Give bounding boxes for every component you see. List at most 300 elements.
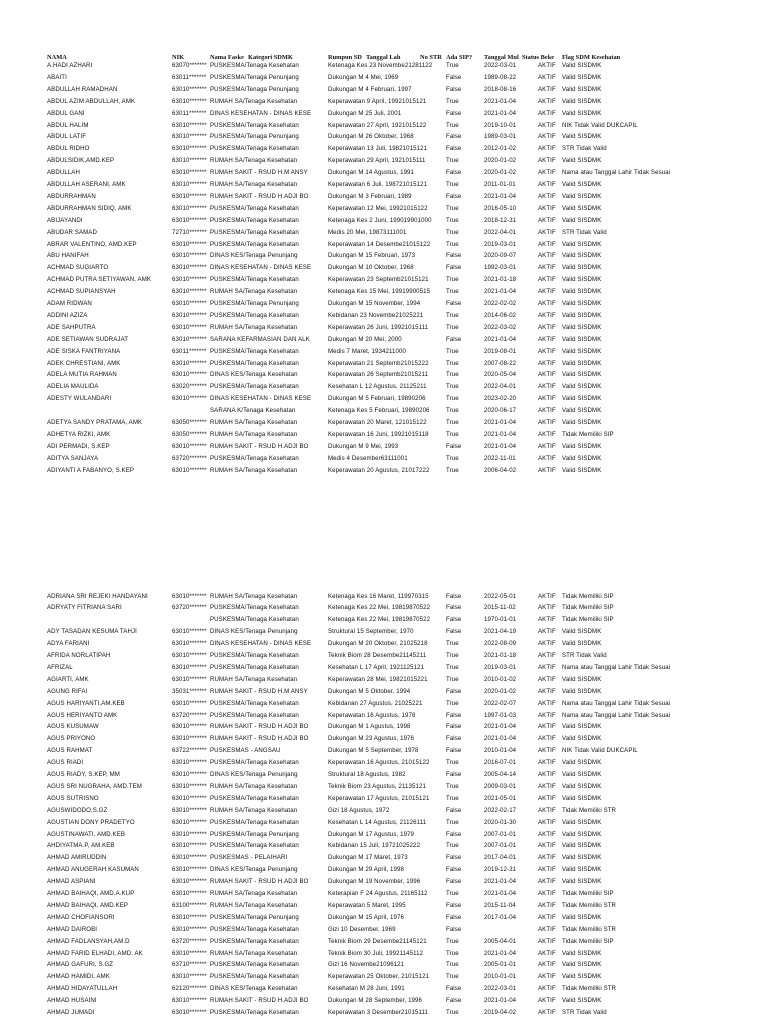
cell-flag: Valid SISDMK	[562, 347, 602, 355]
cell-faskes-kategori: RUMAH SA/Tenaga Kesehatan	[210, 323, 298, 331]
table-row	[0, 417, 768, 429]
cell-nik: 63050*******	[172, 430, 207, 438]
cell-rumpun-tanggal-str: Ketenaga Kes 22 Mei, 19819870522	[328, 604, 431, 612]
cell-rumpun-tanggal-str: Dukungan M 29 April, 1998	[328, 866, 405, 874]
cell-nama: ABDUL GANI	[47, 109, 85, 117]
cell-nik: 63070*******	[172, 62, 207, 69]
cell-nik: 63020*******	[172, 383, 207, 391]
cell-rumpun-tanggal-str: Gizi 10 Desember, 1969	[328, 925, 396, 933]
cell-status: AKTIF	[538, 913, 556, 921]
cell-flag: Valid SISDMK	[562, 311, 602, 319]
cell-tanggal-mulai: 2021-01-04	[484, 288, 517, 296]
cell-nik: 63100*******	[172, 901, 207, 909]
cell-flag: Valid SISDMK	[562, 913, 602, 921]
cell-rumpun-tanggal-str: Dukungan M 19 November, 1996	[328, 878, 421, 886]
cell-nama: ABDUL LATIF	[47, 133, 87, 141]
cell-nik: 63010*******	[172, 842, 207, 850]
cell-status: AKTIF	[538, 759, 556, 767]
cell-flag: Valid SISDMK	[562, 794, 602, 802]
cell-status: AKTIF	[538, 323, 556, 331]
cell-nik: 63010*******	[172, 592, 207, 600]
cell-nik: 63010*******	[172, 181, 207, 188]
cell-tanggal-mulai: 2009-03-01	[484, 782, 517, 790]
cell-nama: ABDUL AZIM ABDULLAH, AMK	[47, 97, 136, 105]
cell-flag: Valid SISDMK	[562, 818, 602, 826]
cell-flag: STR Tidak Valid	[562, 1009, 607, 1016]
cell-rumpun-tanggal-str: Medis 7 Maret, 1934211000	[328, 347, 406, 355]
cell-flag: Valid SISDMK	[562, 395, 602, 403]
table-row	[0, 900, 768, 912]
cell-nik: 63010*******	[172, 913, 207, 921]
cell-flag: Valid SISDMK	[562, 288, 602, 296]
cell-tanggal-mulai: 2020-01-02	[484, 169, 517, 177]
cell-status: AKTIF	[538, 252, 556, 260]
cell-nama: ABDURRAHMAN	[47, 192, 96, 200]
table-row	[0, 591, 768, 603]
table-row	[0, 441, 768, 453]
cell-ada-sip: False	[446, 985, 462, 993]
cell-status: AKTIF	[538, 937, 556, 945]
cell-nama: AGUS SRI NUGRAHA, AMD.TEM	[47, 782, 142, 790]
cell-nama: ABDULLAH RAMADHAN	[47, 85, 118, 93]
cell-ada-sip: False	[446, 616, 462, 624]
cell-nama: AHMAD HAMIDI, AMK	[47, 973, 110, 981]
cell-rumpun-tanggal-str: Dukungan M 15 November, 1994	[328, 300, 421, 307]
cell-flag: Valid SISDMK	[562, 771, 602, 778]
table-row	[0, 864, 768, 876]
cell-faskes-kategori: PUSKESMA/Tenaga Kesehatan	[210, 311, 299, 319]
cell-status: AKTIF	[538, 288, 556, 296]
cell-nama: ABDUL HALIM	[47, 121, 89, 129]
cell-flag: Valid SISDMK	[562, 192, 602, 200]
cell-flag: Valid SISDMK	[562, 782, 602, 790]
cell-flag: Valid SISDMK	[562, 62, 602, 69]
cell-tanggal-mulai: 2007-01-01	[484, 830, 517, 838]
cell-rumpun-tanggal-str: Dukungan M 25 Juli, 2001	[328, 109, 402, 117]
cell-faskes-kategori: PUSKESMA/Tenaga Kesehatan	[210, 604, 299, 612]
cell-flag: Valid SISDMK	[562, 830, 602, 838]
cell-faskes-kategori: PUSKESMA/Tenaga Kesehatan	[210, 1009, 299, 1016]
cell-faskes-kategori: RUMAH SA/Tenaga Kesehatan	[210, 675, 298, 683]
table-row	[0, 662, 768, 674]
cell-faskes-kategori: RUMAH SA/Tenaga Kesehatan	[210, 592, 298, 600]
cell-rumpun-tanggal-str: Dukungan M 5 Oktober, 1994	[328, 687, 411, 695]
cell-flag: STR Tidak Valid	[562, 228, 607, 236]
table-row	[0, 120, 768, 132]
cell-faskes-kategori: RUMAH SA/Tenaga Kesehatan	[210, 806, 298, 814]
cell-nama: ADELA MUTIA RAHMAN	[47, 371, 117, 379]
table-row	[0, 817, 768, 829]
cell-flag: Valid SISDMK	[562, 383, 602, 391]
cell-ada-sip: True	[446, 395, 459, 403]
cell-flag: Valid SISDMK	[562, 466, 602, 474]
table-row	[0, 239, 768, 251]
cell-ada-sip: True	[446, 323, 459, 331]
cell-nama: AHMAD DAIROBI	[47, 925, 98, 933]
table-row	[0, 227, 768, 239]
cell-tanggal-mulai: 2020-01-30	[484, 818, 517, 826]
cell-tanggal-mulai: 2017-01-04	[484, 913, 517, 921]
column-header-no-str: No STR	[420, 54, 442, 61]
cell-faskes-kategori: PUSKESMA/Tenaga Penunjang	[210, 300, 299, 307]
cell-tanggal-mulai: 2021-01-04	[484, 97, 517, 105]
cell-rumpun-tanggal-str: Dukungan M 15 April, 1976	[328, 913, 405, 921]
cell-faskes-kategori: PUSKESMA/Tenaga Kesehatan	[210, 937, 299, 945]
cell-nama: AHDIYATMA.P, AM.KEB	[47, 842, 115, 850]
cell-ada-sip: False	[446, 109, 462, 117]
table-row	[0, 912, 768, 924]
cell-tanggal-mulai: 2010-01-04	[484, 747, 517, 755]
cell-nama: AHMAD HIDAYATULLAH	[47, 985, 118, 993]
cell-rumpun-tanggal-str: Teknik Biom 30 Juli, 19921145112	[328, 949, 424, 957]
cell-tanggal-mulai: 2016-07-01	[484, 759, 517, 767]
cell-tanggal-mulai: 2010-01-01	[484, 973, 517, 981]
cell-nik: 63720*******	[172, 604, 207, 612]
cell-nama: ADESTY WULANDARI	[47, 395, 112, 403]
cell-ada-sip: True	[446, 949, 459, 957]
cell-nama: AGUS HERIYANTO AMK	[47, 711, 118, 719]
cell-ada-sip: True	[446, 97, 459, 105]
cell-flag: Valid SISDMK	[562, 866, 602, 874]
table-row	[0, 757, 768, 769]
cell-nik: 63010*******	[172, 204, 207, 212]
cell-faskes-kategori: DINAS KES/Tenaga Kesehatan	[210, 371, 298, 379]
cell-ada-sip: True	[446, 430, 459, 438]
cell-rumpun-tanggal-str: Dukungan M 1 Agustus, 1998	[328, 723, 411, 731]
cell-ada-sip: True	[446, 240, 459, 248]
cell-nama: ADETYA SANDY PRATAMA, AMK	[47, 419, 143, 426]
cell-nama: ABU HANIFAH	[47, 252, 89, 260]
table-row	[0, 650, 768, 662]
table-row	[0, 334, 768, 346]
cell-flag: Valid SISDMK	[562, 949, 602, 957]
cell-tanggal-mulai: 2022-05-01	[484, 592, 517, 600]
table-row	[0, 721, 768, 733]
cell-tanggal-mulai: 2022-04-01	[484, 383, 517, 391]
cell-nama: AGUS SUTRISNO	[47, 794, 99, 802]
cell-ada-sip: False	[446, 878, 462, 886]
cell-ada-sip: True	[446, 652, 459, 659]
table-row	[0, 84, 768, 96]
cell-status: AKTIF	[538, 854, 556, 862]
cell-tanggal-mulai: 2021-01-04	[484, 890, 517, 897]
table-row	[0, 131, 768, 143]
cell-tanggal-mulai: 1989-08-22	[484, 73, 517, 81]
cell-nik: 63722*******	[172, 747, 207, 755]
cell-nama: ABDURRAHMAN SIDIQ, AMK	[47, 204, 132, 212]
cell-tanggal-mulai: 2021-01-18	[484, 276, 517, 284]
cell-ada-sip: False	[446, 73, 462, 81]
cell-flag: Valid SISDMK	[562, 759, 602, 767]
cell-rumpun-tanggal-str: Dukungan M 17 Agustus, 1979	[328, 830, 415, 838]
cell-nama: ADRYATY FITRIANA SARI	[47, 604, 122, 612]
cell-rumpun-tanggal-str: Ketenaga Kes 5 Februari, 19890206	[328, 407, 430, 415]
cell-tanggal-mulai: 2022-03-01	[484, 985, 517, 993]
cell-status: AKTIF	[538, 442, 556, 450]
cell-tanggal-mulai: 1992-03-01	[484, 264, 517, 272]
cell-rumpun-tanggal-str: Dukungan M 20 Mei, 2000	[328, 335, 402, 343]
cell-ada-sip: True	[446, 62, 459, 69]
cell-faskes-kategori: PUSKESMA/Tenaga Kesehatan	[210, 616, 299, 624]
cell-faskes-kategori: RUMAH SA/Tenaga Kesehatan	[210, 419, 298, 426]
cell-ada-sip: False	[446, 735, 462, 743]
cell-tanggal-mulai: 2005-04-14	[484, 771, 517, 778]
cell-ada-sip: False	[446, 252, 462, 260]
cell-nik: 63010*******	[172, 735, 207, 743]
cell-nama: AFRIDA NORLATIPAH	[47, 652, 111, 659]
cell-nama: ADELIA MAULIDA	[47, 383, 99, 391]
cell-nama: AHMAD ASPIANI	[47, 878, 96, 886]
cell-faskes-kategori: PUSKESMA/Tenaga Kesehatan	[210, 347, 299, 355]
cell-tanggal-mulai: 2007-08-22	[484, 359, 517, 367]
cell-nama: ADY TASADAN KESUMA TAHJI	[47, 628, 137, 636]
cell-tanggal-mulai: 2021-01-04	[484, 442, 517, 450]
cell-nik: 63010*******	[172, 806, 207, 814]
cell-rumpun-tanggal-str: Keperawatan 21 Septemb21015222	[328, 359, 429, 367]
cell-faskes-kategori: PUSKESMA/Tenaga Kesehatan	[210, 383, 299, 391]
cell-tanggal-mulai: 1997-01-03	[484, 711, 517, 719]
cell-faskes-kategori: DINAS KES/Tenaga Penunjang	[210, 771, 298, 778]
cell-status: AKTIF	[538, 663, 556, 671]
cell-nik: 63010*******	[172, 466, 207, 474]
cell-nik: 63010*******	[172, 97, 207, 105]
cell-status: AKTIF	[538, 395, 556, 403]
cell-faskes-kategori: RUMAH SAKIT - RSUD H.ADJI BO	[210, 997, 309, 1005]
cell-rumpun-tanggal-str: Keperawatan 29 April, 1921015111	[328, 157, 426, 165]
cell-flag: Nama atau Tanggal Lahir Tidak Sesuai	[562, 711, 671, 719]
cell-tanggal-mulai: 2021-01-04	[484, 419, 517, 426]
cell-nama: AGUSTINAWATI, AMD.KEB	[47, 830, 126, 838]
cell-status: AKTIF	[538, 949, 556, 957]
cell-rumpun-tanggal-str: Keterapian F 24 Agustus, 21165112	[328, 890, 428, 897]
cell-rumpun-tanggal-str: Kesehatan L 17 April, 1921125121	[328, 663, 425, 671]
cell-nik: 63050*******	[172, 419, 207, 426]
cell-ada-sip: True	[446, 383, 459, 391]
cell-rumpun-tanggal-str: Ketenaga Kes 22 Mei, 19819870522	[328, 616, 431, 624]
cell-rumpun-tanggal-str: Medis 20 Mei, 19873111001	[328, 228, 407, 236]
cell-faskes-kategori: RUMAH SAKIT - RSUD H.M ANSY	[210, 687, 308, 695]
cell-rumpun-tanggal-str: Ketenaga Kes 2 Juni, 199019901000	[328, 216, 432, 224]
table-row	[0, 203, 768, 215]
cell-ada-sip: False	[446, 854, 462, 862]
cell-rumpun-tanggal-str: Keperawatan 16 Agustus, 21015122	[328, 759, 430, 767]
cell-tanggal-mulai: 2005-04-01	[484, 937, 517, 945]
cell-rumpun-tanggal-str: Gizi 18 Agustus, 1972	[328, 806, 390, 814]
cell-flag: Tidak Memiliki SIP	[562, 616, 614, 624]
cell-flag: Valid SISDMK	[562, 735, 602, 743]
cell-status: AKTIF	[538, 997, 556, 1005]
cell-nama: ADI PERMADI, S.KEP	[47, 442, 110, 450]
table-row	[0, 346, 768, 358]
cell-tanggal-mulai: 2019-12-31	[484, 866, 517, 874]
cell-tanggal-mulai: 2021-01-04	[484, 335, 517, 343]
cell-nik: 63010*******	[172, 276, 207, 284]
cell-rumpun-tanggal-str: Dukungan M 20 Oktober, 21025218	[328, 640, 428, 648]
cell-flag: Tidak Memiliki STR	[562, 806, 617, 814]
cell-faskes-kategori: DINAS KESEHATAN - DINAS KESE	[210, 640, 312, 648]
table-row	[0, 465, 768, 477]
cell-tanggal-mulai: 2021-01-04	[484, 997, 517, 1005]
table-row	[0, 322, 768, 334]
cell-faskes-kategori: PUSKESMA/Tenaga Kesehatan	[210, 359, 299, 367]
cell-ada-sip: False	[446, 913, 462, 921]
cell-rumpun-tanggal-str: Medis 4 Desember63111001	[328, 454, 408, 462]
cell-ada-sip: False	[446, 264, 462, 272]
cell-rumpun-tanggal-str: Keperawatan 17 Agustus, 21015121	[328, 794, 430, 802]
cell-flag: Valid SISDMK	[562, 407, 602, 415]
cell-ada-sip: True	[446, 204, 459, 212]
table-row	[0, 143, 768, 155]
cell-rumpun-tanggal-str: Keperawatan 13 Juli, 19821015121	[328, 145, 428, 153]
cell-faskes-kategori: RUMAH SA/Tenaga Kesehatan	[210, 288, 298, 296]
table-row	[0, 745, 768, 757]
cell-flag: Valid SISDMK	[562, 442, 602, 450]
cell-status: AKTIF	[538, 169, 556, 177]
column-header-kategori-sdmk: Kategori SDMK	[248, 54, 293, 61]
cell-nama: ADITYA SANJAYA	[47, 454, 99, 462]
table-row	[0, 983, 768, 995]
cell-tanggal-mulai: 2020-05-04	[484, 371, 517, 379]
cell-ada-sip: True	[446, 311, 459, 319]
cell-status: AKTIF	[538, 866, 556, 874]
cell-flag: Valid SISDMK	[562, 240, 602, 248]
cell-nama: ADDINI AZIZA	[47, 311, 88, 319]
cell-tanggal-mulai: 2018-12-31	[484, 216, 517, 224]
cell-ada-sip: True	[446, 157, 459, 165]
cell-nik: 63720*******	[172, 937, 207, 945]
cell-nik: 63010*******	[172, 878, 207, 886]
cell-nama: AGUSTIAN DONY PRADETYO	[47, 818, 135, 826]
cell-status: AKTIF	[538, 628, 556, 636]
table-row	[0, 602, 768, 614]
cell-status: AKTIF	[538, 806, 556, 814]
cell-tanggal-mulai: 2021-01-18	[484, 652, 517, 659]
cell-ada-sip: False	[446, 133, 462, 141]
cell-nik: 63010*******	[172, 359, 207, 367]
cell-faskes-kategori: RUMAH SAKIT - RSUD H.ADJI BO	[210, 442, 309, 450]
cell-rumpun-tanggal-str: Keperawatan 20 Agustus, 21017222	[328, 466, 430, 474]
column-header-ada-sip: Ada SIP?	[446, 54, 473, 61]
cell-flag: Valid SISDMK	[562, 454, 602, 462]
cell-nik: 63010*******	[172, 723, 207, 731]
cell-rumpun-tanggal-str: Teknik Biom 23 Agustus, 21135121	[328, 782, 426, 790]
cell-rumpun-tanggal-str: Keperawatan 26 Juni, 19921015111	[328, 323, 429, 331]
table-row	[0, 179, 768, 191]
cell-nik: 63010*******	[172, 85, 207, 93]
table-row	[0, 840, 768, 852]
cell-status: AKTIF	[538, 604, 556, 612]
column-header-status-bekerja: Status Beke	[522, 54, 555, 61]
cell-tanggal-mulai: 2021-01-04	[484, 109, 517, 117]
cell-faskes-kategori: PUSKESMA/Tenaga Kesehatan	[210, 228, 299, 236]
cell-flag: Valid SISDMK	[562, 73, 602, 81]
table-row	[0, 215, 768, 227]
cell-nama: ADE SISKA FANTRIYANA	[47, 347, 121, 355]
cell-flag: Valid SISDMK	[562, 640, 602, 648]
cell-nama: ADEK CHRESTIANI, AMK	[47, 359, 121, 367]
cell-ada-sip: False	[446, 604, 462, 612]
cell-status: AKTIF	[538, 973, 556, 981]
cell-nama: ADAM RIDWAN	[47, 300, 92, 307]
cell-status: AKTIF	[538, 782, 556, 790]
cell-status: AKTIF	[538, 216, 556, 224]
column-header-tanggal-lahir: Tanggal Lah	[366, 54, 401, 61]
table-row	[0, 971, 768, 983]
cell-status: AKTIF	[538, 240, 556, 248]
cell-nik: 63010*******	[172, 145, 207, 153]
cell-faskes-kategori: PUSKESMA/Tenaga Kesehatan	[210, 276, 299, 284]
cell-faskes-kategori: PUSKESMA/Tenaga Kesehatan	[210, 818, 299, 826]
cell-nama: ADE SETIAWAN SUDRAJAT	[47, 335, 129, 343]
cell-ada-sip: False	[446, 300, 462, 307]
cell-nik: 63010*******	[172, 216, 207, 224]
cell-flag: Valid SISDMK	[562, 359, 602, 367]
cell-status: AKTIF	[538, 818, 556, 826]
cell-nik: 63720*******	[172, 711, 207, 719]
cell-nama: AGUS RIADI	[47, 759, 84, 767]
cell-faskes-kategori: PUSKESMA/Tenaga Kesehatan	[210, 62, 299, 69]
cell-nik: 63010*******	[172, 997, 207, 1005]
cell-nama: AGUSWIDODO,S.GZ	[47, 806, 108, 814]
cell-nama: AHMAD HUSAINI	[47, 997, 97, 1005]
table-row	[0, 393, 768, 405]
cell-nik: 63010*******	[172, 973, 207, 981]
cell-ada-sip: True	[446, 228, 459, 236]
cell-status: AKTIF	[538, 687, 556, 695]
cell-nik: 63010*******	[172, 311, 207, 319]
cell-status: AKTIF	[538, 371, 556, 379]
cell-faskes-kategori: PUSKESMA/Tenaga Kesehatan	[210, 454, 299, 462]
cell-ada-sip: True	[446, 675, 459, 683]
cell-flag: Tidak Memiliki SIP	[562, 890, 614, 897]
cell-tanggal-mulai: 2016-05-10	[484, 204, 517, 212]
cell-nama: AHMAD JUMADI	[47, 1009, 95, 1016]
cell-status: AKTIF	[538, 85, 556, 93]
cell-flag: Nama atau Tanggal Lahir Tidak Sesuai	[562, 663, 671, 671]
cell-flag: Valid SISDMK	[562, 687, 602, 695]
cell-rumpun-tanggal-str: Keperawatan 5 Maret, 1995	[328, 901, 406, 909]
cell-faskes-kategori: RUMAH SA/Tenaga Kesehatan	[210, 782, 298, 790]
cell-rumpun-tanggal-str: Kebidanan 27 Agustus, 21025221	[328, 699, 423, 707]
cell-status: AKTIF	[538, 181, 556, 188]
table-row	[0, 614, 768, 626]
cell-status: AKTIF	[538, 383, 556, 391]
cell-rumpun-tanggal-str: Struktural 18 Agustus, 1982	[328, 771, 406, 778]
table-row	[0, 924, 768, 936]
cell-tanggal-mulai: 2011-01-01	[484, 181, 516, 188]
cell-rumpun-tanggal-str: Teknik Biom 28 Desembe21145211	[328, 652, 427, 659]
cell-flag: NIK Tidak Valid DUKCAPIL	[562, 747, 638, 755]
cell-flag: Tidak Memiliki STR	[562, 901, 617, 909]
cell-nama: AHMAD ANUGERAH KASUMAN	[47, 866, 139, 874]
cell-rumpun-tanggal-str: Keperawatan 20 Maret, 121015122	[328, 419, 427, 426]
cell-ada-sip: True	[446, 699, 459, 707]
cell-status: AKTIF	[538, 699, 556, 707]
cell-ada-sip: True	[446, 371, 459, 379]
cell-status: AKTIF	[538, 311, 556, 319]
cell-nama: AHMAD BAIHAQI, AMD.A.KUP	[47, 890, 135, 897]
cell-nama: AGUS KUSUMAW	[47, 723, 99, 731]
cell-nama: ABRAR VALENTINO, AMD.KEP	[47, 240, 137, 248]
cell-status: AKTIF	[538, 430, 556, 438]
table-row	[0, 888, 768, 900]
table-row	[0, 191, 768, 203]
cell-flag: Tidak Memiliki SIP	[562, 937, 614, 945]
cell-flag: Valid SISDMK	[562, 264, 602, 272]
cell-status: AKTIF	[538, 264, 556, 272]
cell-rumpun-tanggal-str: Struktural 15 September, 1970	[328, 628, 414, 636]
cell-nik: 63010*******	[172, 288, 207, 296]
